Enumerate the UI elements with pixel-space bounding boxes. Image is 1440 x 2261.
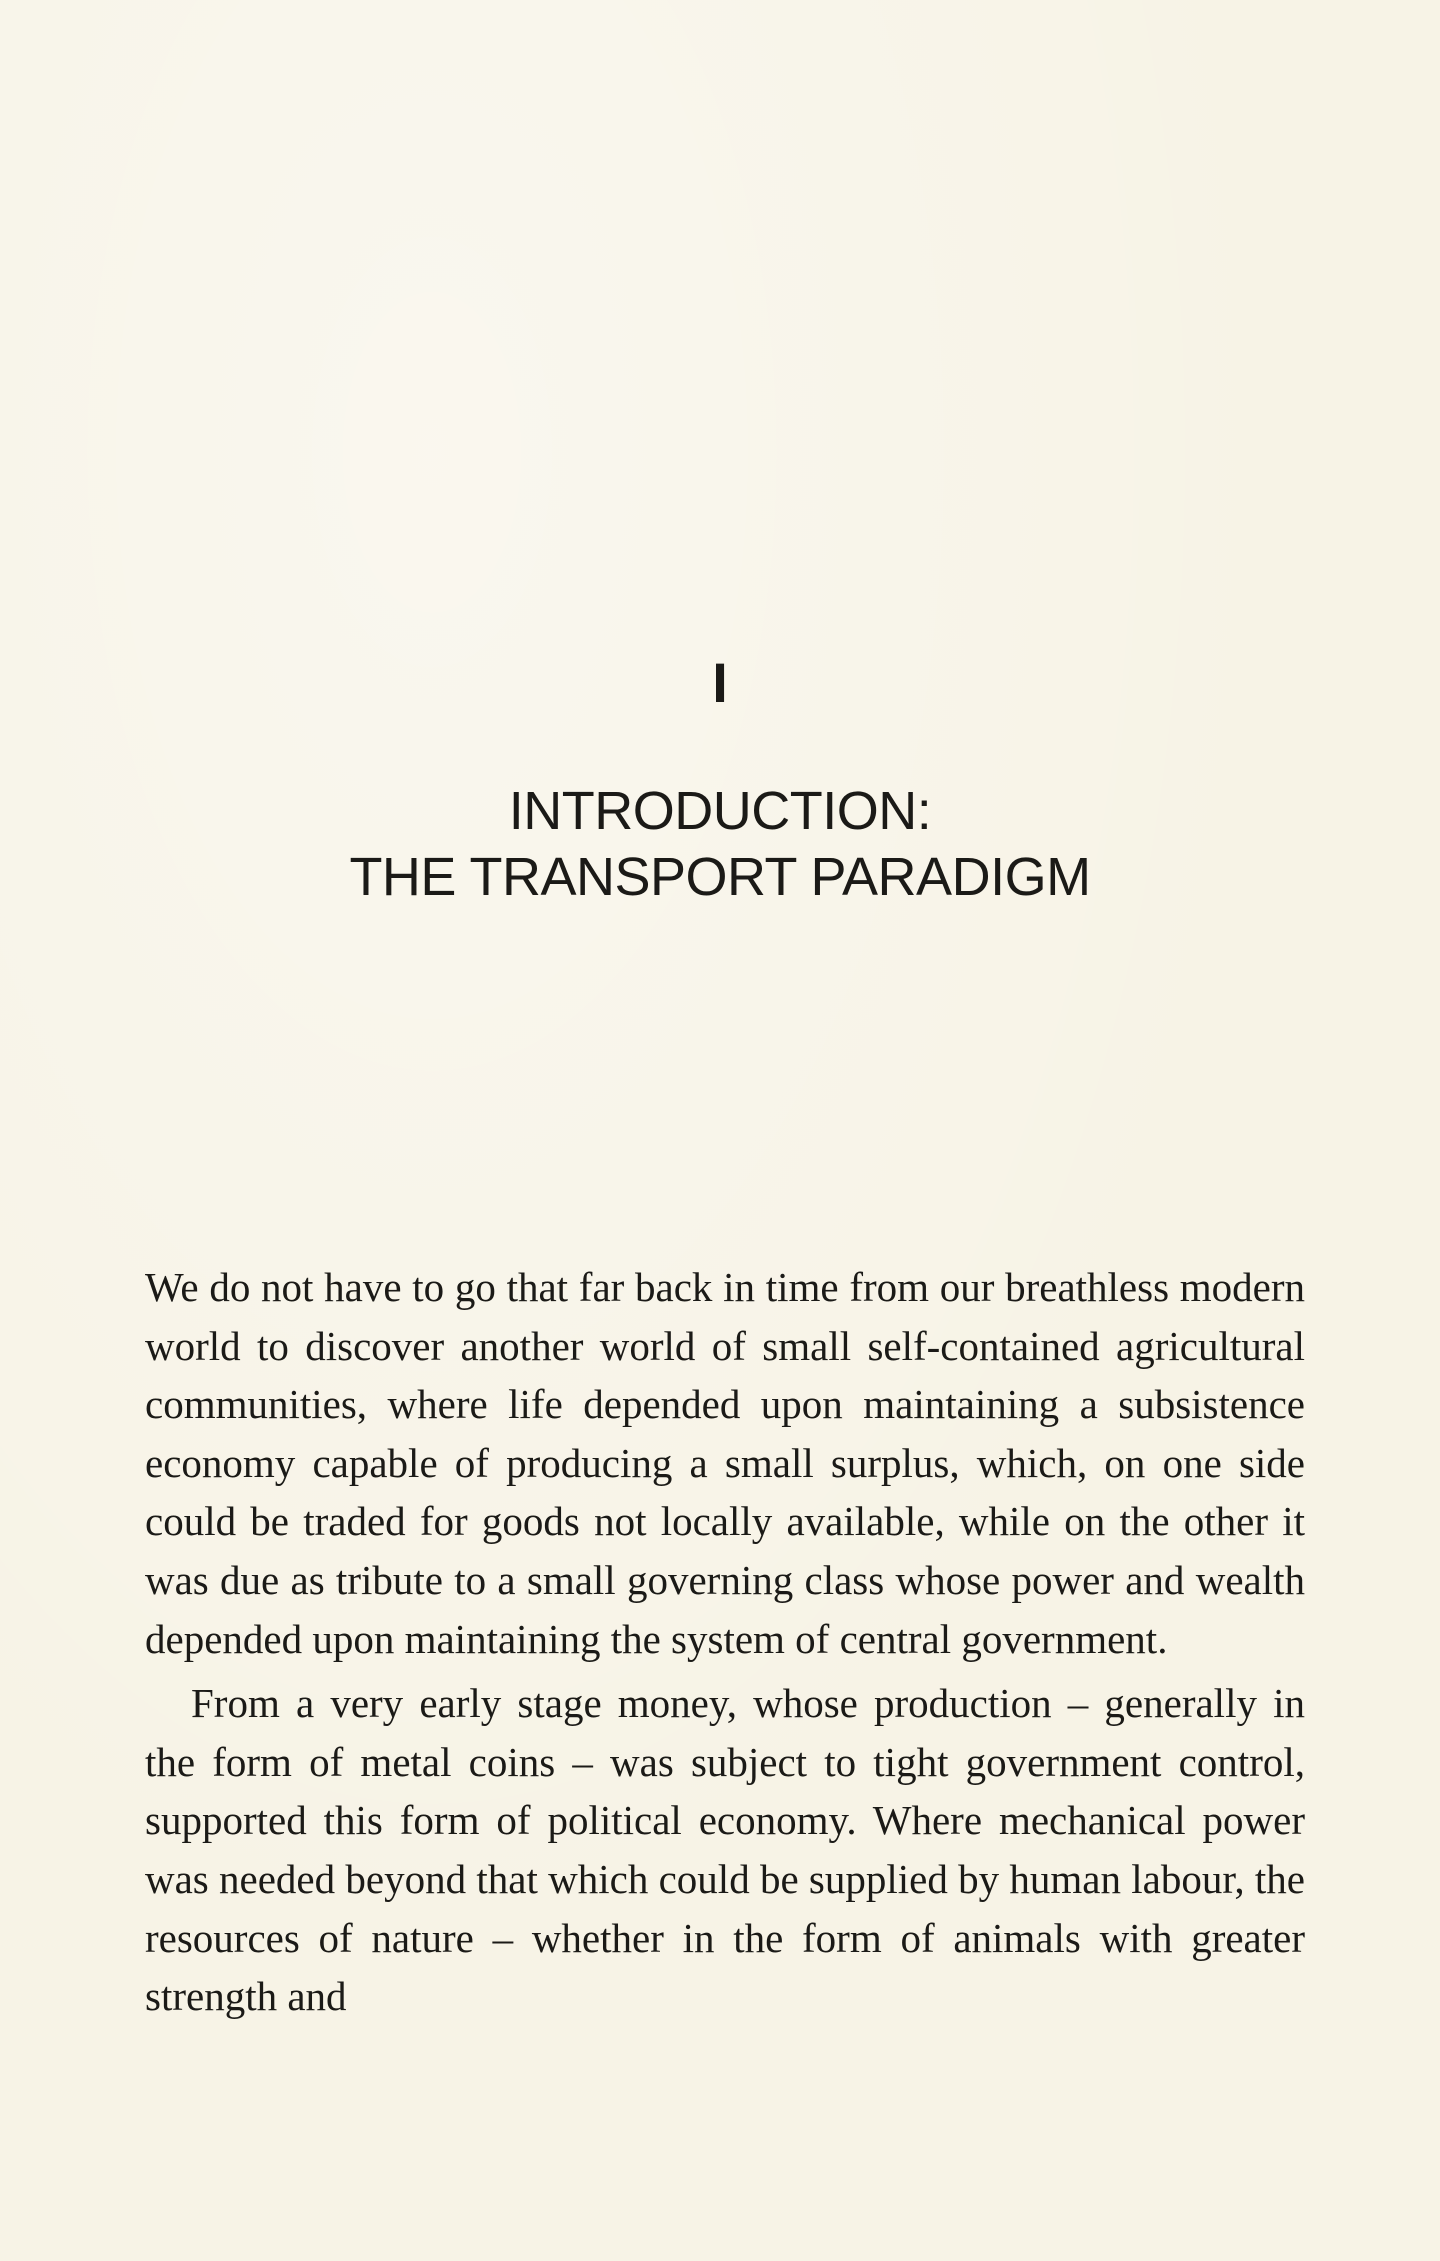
chapter-title-line-2: THE TRANSPORT PARADIGM [349, 847, 1091, 907]
paragraph-2: From a very early stage money, whose production – generally in the form of metal coins – was subject to tight government control, supported this form of political economy. Where mechanical power was needed beyond that which could be supplied by human labour, the resources of nature – whether in the form of animals with greater strength and [145, 1680, 1305, 2020]
chapter-title [0, 778, 1440, 910]
chapter-title-line-1: INTRODUCTION: [508, 781, 932, 841]
body-text [145, 1258, 1305, 2026]
paragraph-1: We do not have to go that far back in time from our breathless modern world to discover another world of small self-contained agricultural communities, where life depended upon maintaining a subsistence economy capable of producing a small surplus, which, on one side could be traded for goods not locally available, while on the other it was due as tribute to a small governing class whose power and wealth depended upon maintaining the system of central government. [145, 1264, 1305, 1662]
chapter-number: I [712, 651, 728, 714]
